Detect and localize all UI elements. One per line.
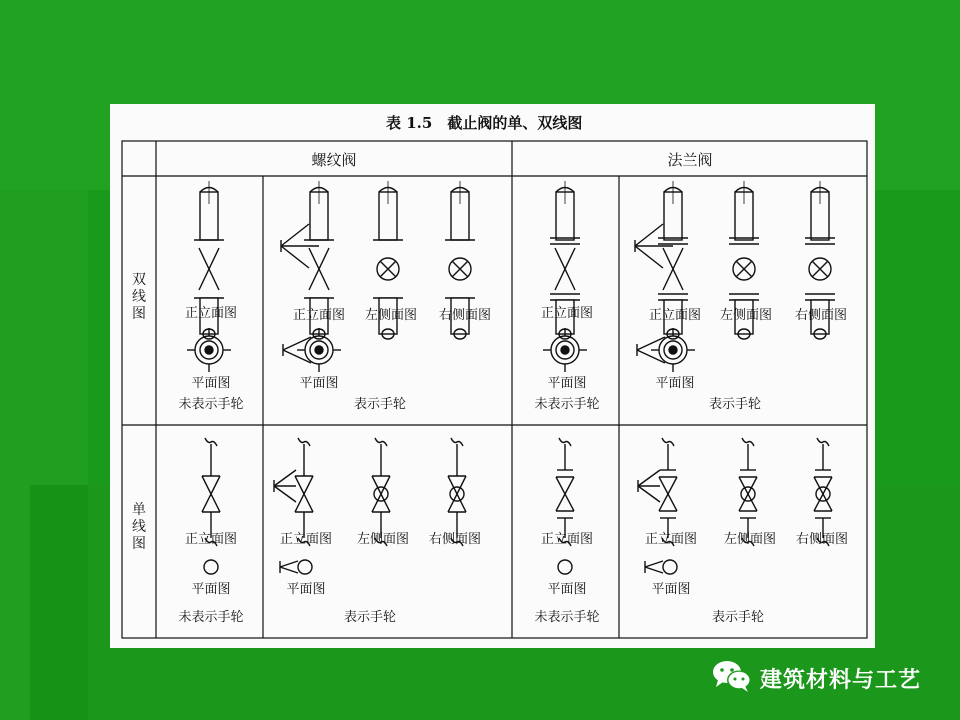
watermark [712, 660, 952, 696]
col-header-threaded: 螺纹阀 [311, 151, 357, 169]
label-front-view: 正立面图 [279, 532, 333, 547]
label-with-handwheel: 表示手轮 [708, 397, 762, 412]
label-with-handwheel: 表示手轮 [353, 397, 407, 412]
wechat-icon [712, 659, 752, 697]
single-flanged-no-wheel [556, 438, 574, 574]
label-front-view: 正立面图 [292, 308, 346, 323]
label-front-view: 正立面图 [184, 532, 238, 547]
svg-text:双线图: 双线图 [132, 272, 146, 322]
label-with-handwheel: 表示手轮 [711, 610, 765, 625]
label-right-view: 右侧面图 [794, 308, 848, 323]
label-plan-view: 平面图 [547, 582, 587, 597]
table-sheet [110, 104, 875, 648]
valve-table-diagram [110, 104, 875, 648]
label-front-view: 正立面图 [540, 532, 594, 547]
label-plan-view: 平面图 [191, 376, 231, 391]
label-no-handwheel: 未表示手轮 [534, 610, 600, 625]
label-front-view: 正立面图 [648, 308, 702, 323]
label-right-view: 右侧面图 [795, 532, 849, 547]
double-threaded-with-wheel [281, 181, 475, 372]
double-threaded-no-wheel [187, 181, 231, 372]
label-left-view: 左侧面图 [364, 308, 418, 323]
label-no-handwheel: 未表示手轮 [178, 610, 244, 625]
col-header-flanged: 法兰阀 [667, 151, 713, 169]
label-front-view: 正立面图 [644, 532, 698, 547]
label-left-view: 左侧面图 [356, 532, 410, 547]
label-plan-view: 平面图 [191, 582, 231, 597]
single-threaded-no-wheel [202, 438, 220, 574]
label-plan-view: 平面图 [651, 582, 691, 597]
single-flanged-with-wheel [638, 438, 832, 574]
label-plan-view: 平面图 [547, 376, 587, 391]
label-no-handwheel: 未表示手轮 [178, 397, 244, 412]
label-plan-view: 平面图 [286, 582, 326, 597]
label-plan-view: 平面图 [299, 376, 339, 391]
label-right-view: 右侧面图 [438, 308, 492, 323]
label-front-view: 正立面图 [184, 306, 238, 321]
row-header-single [132, 502, 146, 552]
table-grid [122, 141, 867, 638]
double-flanged-no-wheel [543, 181, 587, 372]
double-flanged-with-wheel [635, 181, 835, 372]
svg-text:单线图: 单线图 [132, 502, 146, 552]
row-header-double [132, 272, 146, 322]
label-no-handwheel: 未表示手轮 [534, 397, 600, 412]
label-left-view: 左侧面图 [723, 532, 777, 547]
label-plan-view: 平面图 [655, 376, 695, 391]
label-right-view: 右侧面图 [428, 532, 482, 547]
watermark-text: 建筑材料与工艺 [760, 667, 922, 693]
single-threaded-with-wheel [274, 438, 466, 574]
label-front-view: 正立面图 [540, 306, 594, 321]
label-with-handwheel: 表示手轮 [343, 610, 397, 625]
label-left-view: 左侧面图 [719, 308, 773, 323]
table-title: 表 1.5 截止阀的单、双线图 [386, 114, 583, 132]
